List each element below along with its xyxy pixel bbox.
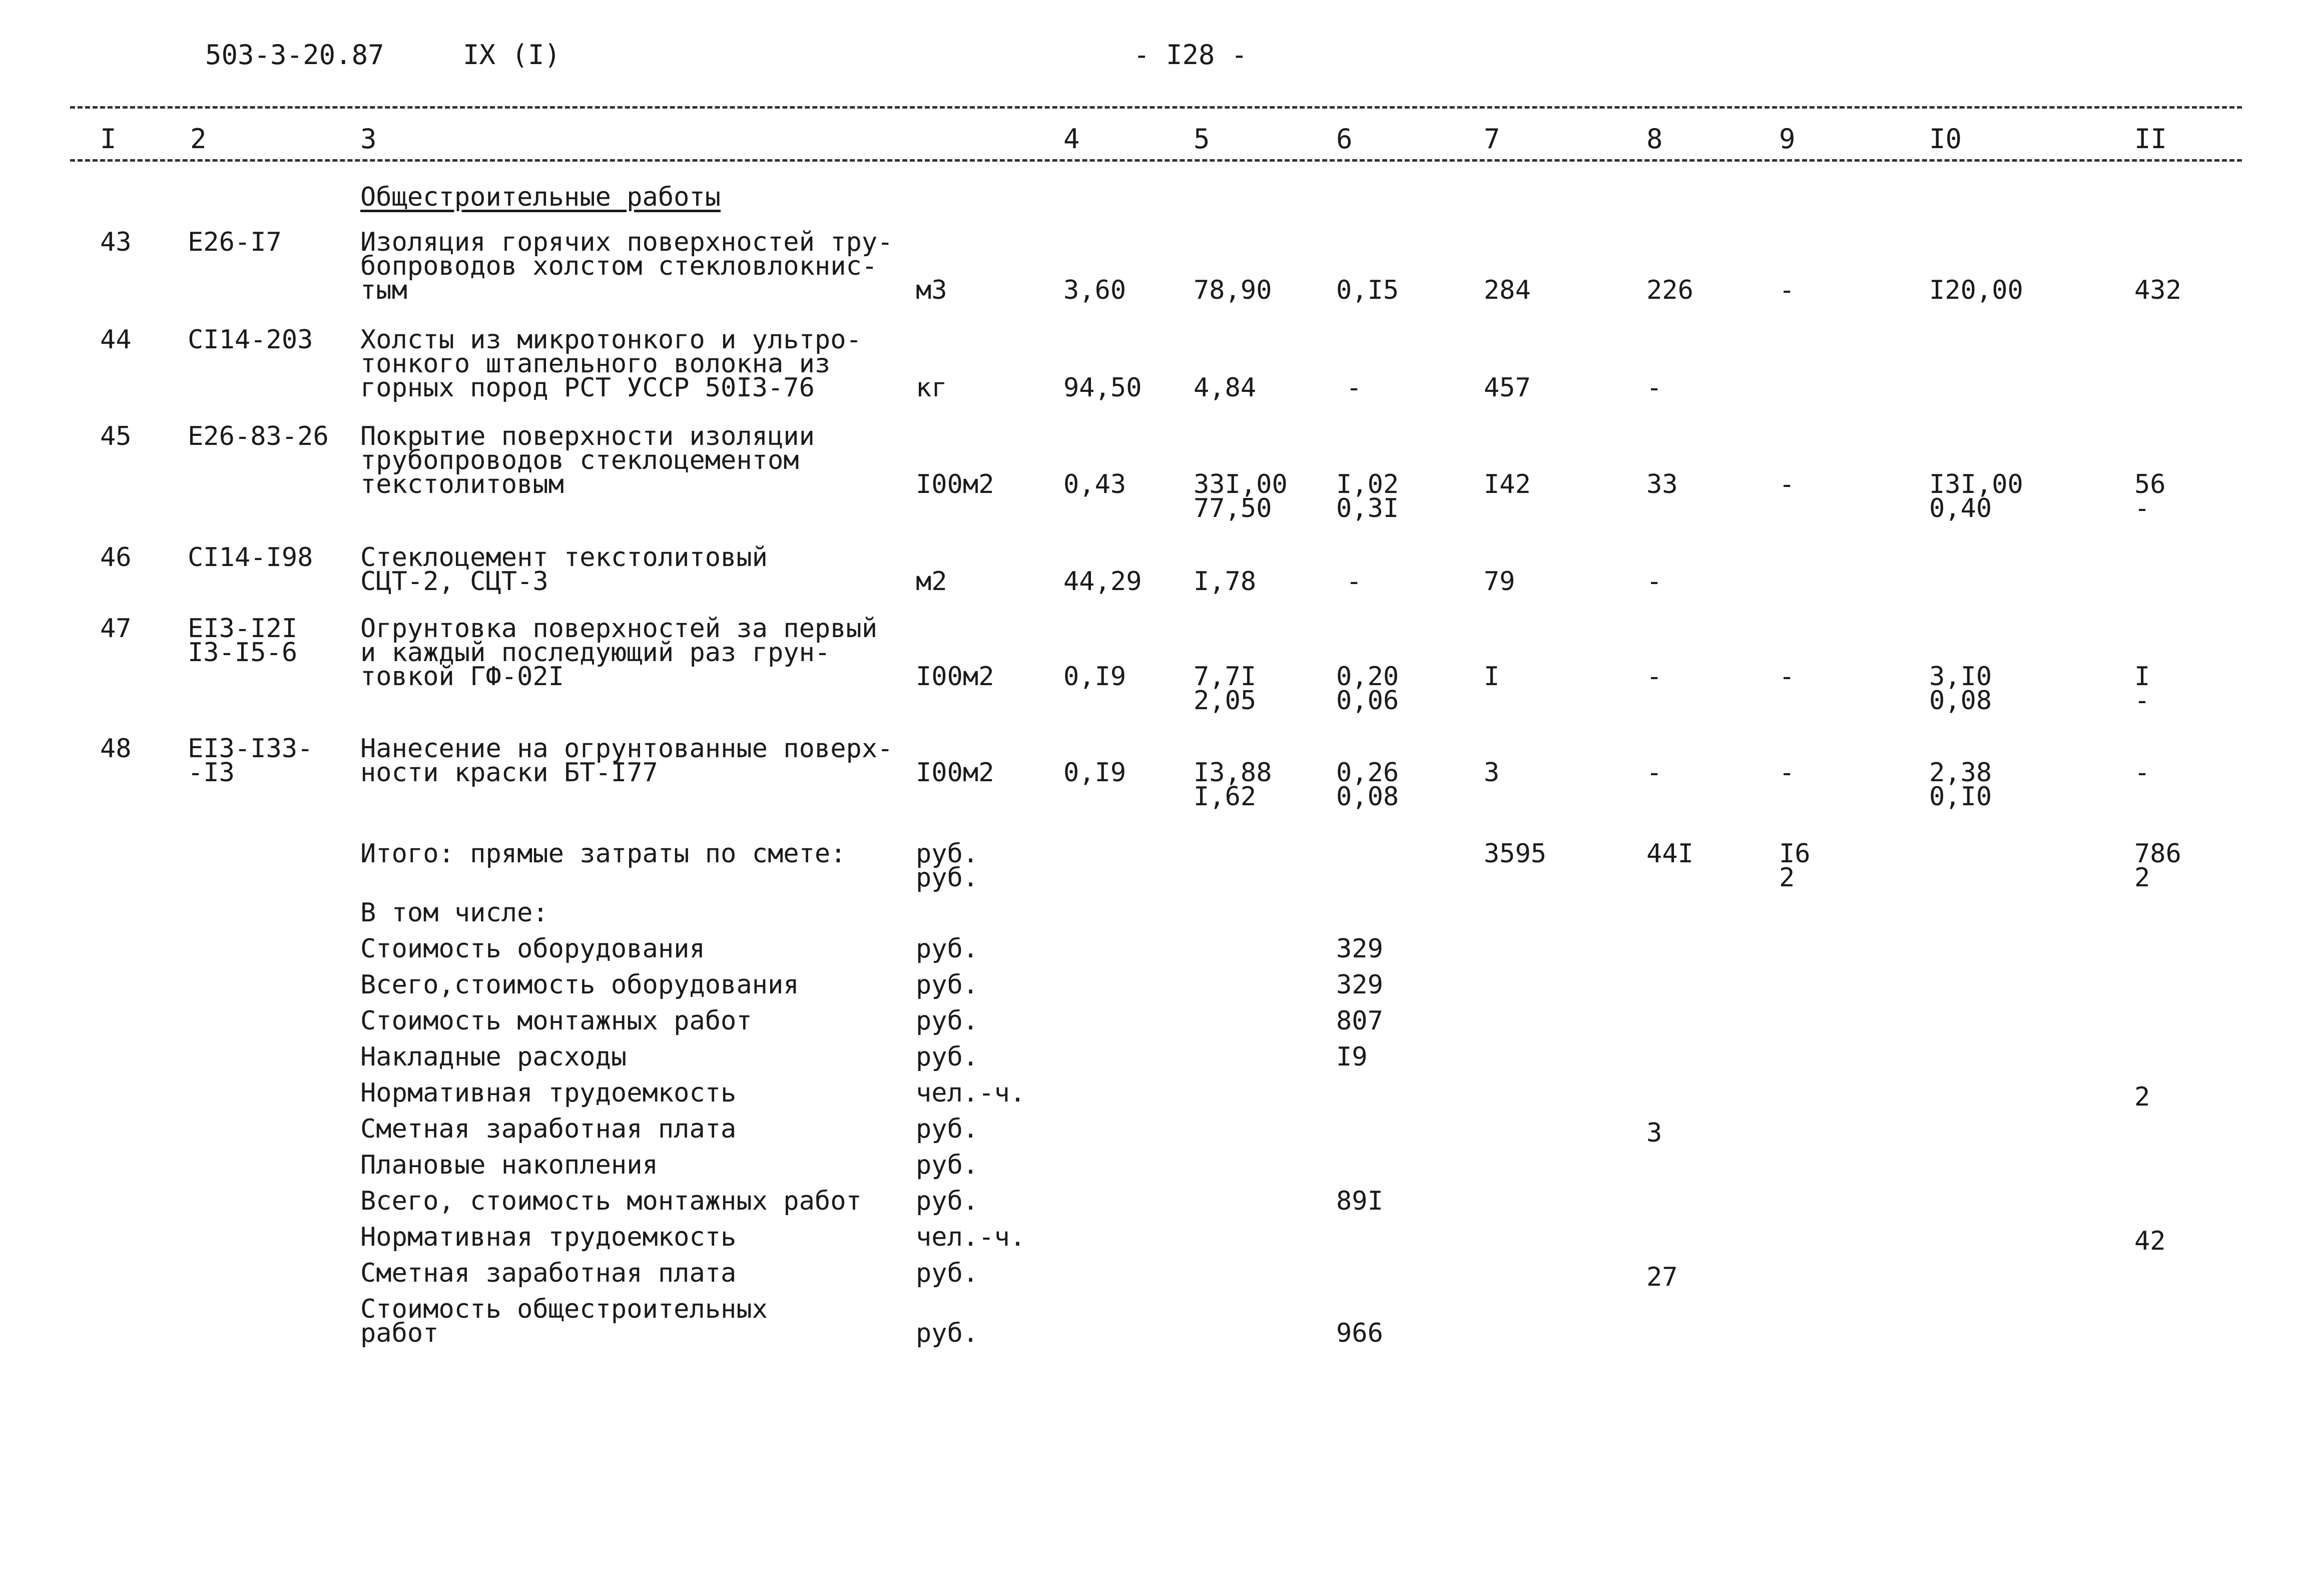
row-name-line: Нанесение на огрунтованные поверх-: [360, 734, 893, 764]
totals-label: Итого: прямые затраты по смете:: [360, 839, 846, 869]
row-name-line: текстолитовым: [360, 469, 564, 499]
row-unit: м2: [916, 567, 947, 597]
row-unit: кг: [916, 373, 947, 403]
final-label: Стоимость общестроительных: [360, 1294, 768, 1324]
row-col8: 33: [1646, 469, 1678, 499]
totals-unit: руб.: [916, 839, 979, 869]
row-col10: 0,08: [1929, 686, 1992, 716]
final-label: работ: [360, 1318, 439, 1348]
summary-unit: руб.: [916, 1186, 979, 1216]
summary-label: Нормативная трудоемкость: [360, 1078, 737, 1108]
row-name-line: бопроводов холстом стекловлокнис-: [360, 251, 878, 281]
doc-code: 503-3-20.87: [205, 39, 384, 71]
col-header-10: I0: [1929, 123, 1962, 155]
totals-col8: 44I: [1646, 839, 1693, 869]
summary-col8: 3: [1646, 1118, 1662, 1148]
col-header-5: 5: [1194, 123, 1210, 155]
row-col6: I,02: [1336, 469, 1399, 499]
row-col9: -: [1779, 758, 1795, 788]
row-name-line: Холсты из микротонкого и ультро-: [360, 325, 862, 355]
row-col5: 4,84: [1194, 373, 1257, 403]
summary-label: Всего, стоимость монтажных работ: [360, 1186, 862, 1216]
summary-col11: 2: [2134, 1082, 2150, 1112]
summary-unit: руб.: [916, 970, 979, 1000]
summary-label: Сметная заработная плата: [360, 1114, 737, 1144]
row-code: E26-83-26: [188, 421, 329, 451]
row-col11: 432: [2134, 275, 2181, 305]
row-col7: 79: [1484, 567, 1515, 597]
col-header-1: I: [100, 123, 117, 155]
summary-label: Плановые накопления: [360, 1150, 658, 1180]
final-col6: 966: [1336, 1318, 1383, 1348]
totals-col11: 2: [2134, 863, 2150, 893]
row-quantity: 0,I9: [1063, 758, 1126, 788]
summary-unit: руб.: [916, 1006, 979, 1036]
row-col7: I: [1484, 662, 1500, 692]
row-col10: 3,I0: [1929, 662, 1992, 692]
summary-unit: чел.-ч.: [916, 1222, 1026, 1252]
row-code: CI14-203: [188, 325, 313, 355]
totals-col11: 786: [2134, 839, 2181, 869]
summary-label: Нормативная трудоемкость: [360, 1222, 737, 1252]
row-col8: -: [1646, 662, 1662, 692]
section-title: Общестроительные работы: [360, 182, 721, 212]
row-col8: -: [1646, 567, 1662, 597]
col-header-2: 2: [190, 123, 207, 155]
row-col5: 78,90: [1194, 275, 1272, 305]
row-number: 44: [100, 325, 132, 355]
row-col6: 0,I5: [1336, 275, 1399, 305]
row-col11: 56: [2134, 469, 2166, 499]
row-col5: 77,50: [1194, 493, 1272, 523]
totals-col9: 2: [1779, 863, 1795, 893]
summary-label: Накладные расходы: [360, 1042, 627, 1072]
row-name-line: тонкого штапельного волокна из: [360, 349, 831, 379]
row-col11: -: [2134, 686, 2150, 716]
summary-label: Стоимость монтажных работ: [360, 1006, 752, 1036]
row-col6: 0,3I: [1336, 493, 1399, 523]
row-name-line: товкой ГФ-02I: [360, 662, 564, 692]
row-col9: -: [1779, 662, 1795, 692]
row-unit: I00м2: [916, 758, 994, 788]
row-unit: м3: [916, 275, 947, 305]
row-name-line: Стеклоцемент текстолитовый: [360, 543, 768, 573]
row-number: 47: [100, 614, 132, 644]
row-quantity: 94,50: [1063, 373, 1142, 403]
row-col7: 3: [1484, 758, 1500, 788]
row-name-line: горных пород РСТ УССР 50I3-76: [360, 373, 815, 403]
row-quantity: 44,29: [1063, 567, 1142, 597]
row-number: 43: [100, 227, 132, 257]
summary-label: Стоимость оборудования: [360, 934, 705, 964]
row-col8: -: [1646, 758, 1662, 788]
summary-unit: руб.: [916, 1042, 979, 1072]
row-name-line: ности краски БТ-I77: [360, 758, 658, 788]
summary-col6: I9: [1336, 1042, 1368, 1072]
totals-col7: 3595: [1484, 839, 1547, 869]
row-col10: 0,40: [1929, 493, 1992, 523]
row-col5: 33I,00: [1194, 469, 1288, 499]
row-col7: I42: [1484, 469, 1531, 499]
summary-unit: руб.: [916, 934, 979, 964]
row-code: -I3: [188, 758, 235, 788]
summary-col6: 807: [1336, 1006, 1383, 1036]
row-col9: -: [1779, 469, 1795, 499]
summary-label: Сметная заработная плата: [360, 1258, 737, 1288]
col-header-11: II: [2134, 123, 2167, 155]
row-name-line: Покрытие поверхности изоляции: [360, 421, 815, 451]
row-code: E26-I7: [188, 227, 282, 257]
row-col6: -: [1346, 373, 1362, 403]
row-name-line: Изоляция горячих поверхностей тру-: [360, 227, 893, 257]
row-name-line: и каждый последующий раз грун-: [360, 638, 831, 668]
col-header-4: 4: [1063, 123, 1080, 155]
row-unit: I00м2: [916, 469, 994, 499]
row-col10: I3I,00: [1929, 469, 2023, 499]
row-col5: 7,7I: [1194, 662, 1257, 692]
totals-unit: руб.: [916, 863, 979, 893]
summary-col6: 89I: [1336, 1186, 1383, 1216]
row-number: 45: [100, 421, 132, 451]
row-col5: I,62: [1194, 782, 1257, 812]
page-number: - I28 -: [1133, 39, 1248, 71]
col-header-3: 3: [360, 123, 377, 155]
row-code: EI3-I33-: [188, 734, 313, 764]
summary-label: Всего,стоимость оборудования: [360, 970, 799, 1000]
summary-col11: 42: [2134, 1226, 2166, 1256]
row-col5: I,78: [1194, 567, 1257, 597]
row-col11: -: [2134, 493, 2150, 523]
section-number: IX (I): [463, 39, 561, 71]
row-col6: -: [1346, 567, 1362, 597]
row-unit: I00м2: [916, 662, 994, 692]
row-quantity: 3,60: [1063, 275, 1126, 305]
summary-unit: руб.: [916, 1150, 979, 1180]
row-col8: 226: [1646, 275, 1693, 305]
row-number: 46: [100, 543, 132, 573]
row-col10: I20,00: [1929, 275, 2023, 305]
row-col10: 0,I0: [1929, 782, 1992, 812]
row-col5: 2,05: [1194, 686, 1257, 716]
summary-unit: руб.: [916, 1114, 979, 1144]
header-bottom-rule: [70, 159, 2242, 162]
col-header-7: 7: [1484, 123, 1500, 155]
top-rule: [70, 106, 2242, 109]
row-number: 48: [100, 734, 132, 764]
summary-col8: 27: [1646, 1262, 1678, 1292]
including-label: В том числе:: [360, 898, 548, 928]
row-col6: 0,08: [1336, 782, 1399, 812]
row-quantity: 0,I9: [1063, 662, 1126, 692]
row-name-line: тым: [360, 275, 407, 305]
summary-unit: руб.: [916, 1258, 979, 1288]
row-col9: -: [1779, 275, 1795, 305]
row-col7: 457: [1484, 373, 1531, 403]
row-col10: 2,38: [1929, 758, 1992, 788]
summary-col6: 329: [1336, 970, 1383, 1000]
row-code: CI14-I98: [188, 543, 313, 573]
row-quantity: 0,43: [1063, 469, 1126, 499]
row-col8: -: [1646, 373, 1662, 403]
col-header-6: 6: [1336, 123, 1353, 155]
totals-col9: I6: [1779, 839, 1811, 869]
summary-unit: чел.-ч.: [916, 1078, 1026, 1108]
col-header-9: 9: [1779, 123, 1796, 155]
summary-col6: 329: [1336, 934, 1383, 964]
row-code: EI3-I2I: [188, 614, 298, 644]
row-col6: 0,20: [1336, 662, 1399, 692]
row-name-line: Огрунтовка поверхностей за первый: [360, 614, 878, 644]
row-name-line: СЦТ-2, СЦТ-3: [360, 567, 548, 597]
row-col11: I: [2134, 662, 2150, 692]
row-col7: 284: [1484, 275, 1531, 305]
col-header-8: 8: [1646, 123, 1663, 155]
row-col5: I3,88: [1194, 758, 1272, 788]
row-code: I3-I5-6: [188, 638, 298, 668]
final-unit: руб.: [916, 1318, 979, 1348]
row-col6: 0,26: [1336, 758, 1399, 788]
row-col11: -: [2134, 758, 2150, 788]
row-name-line: трубопроводов стеклоцементом: [360, 445, 799, 475]
row-col6: 0,06: [1336, 686, 1399, 716]
